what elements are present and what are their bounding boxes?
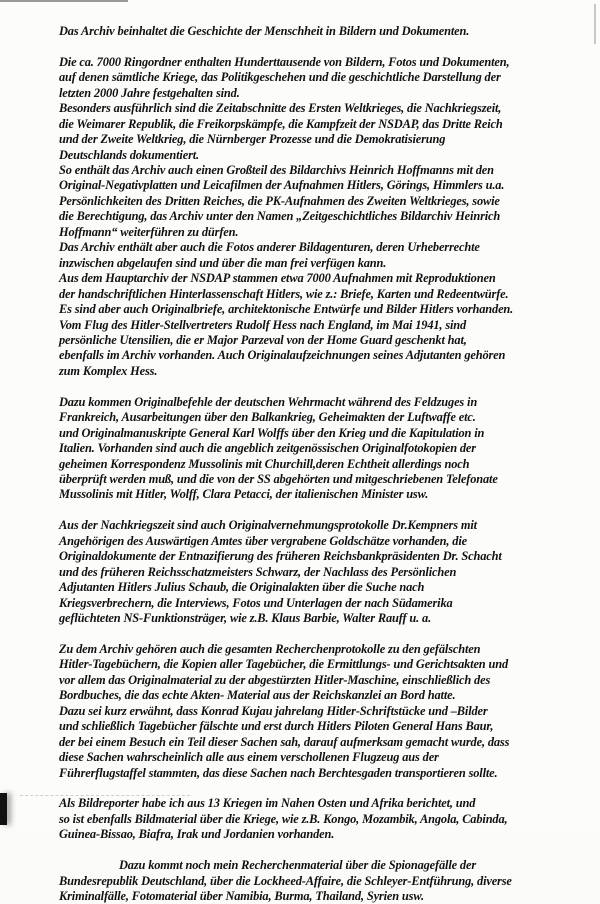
text-line: inzwischen abgelaufen sind und über die man frei verfügen kann.: [59, 255, 387, 270]
text-line: Guinea-Bissao, Biafra, Irak und Jordanien vorhanden.: [59, 827, 335, 842]
text-line: Original-Negativplatten und Leicafilmen der Aufnahmen Hitlers, Görings, Himmlers u.a.: [59, 178, 505, 193]
text-line: Dazu kommt noch mein Recherchenmaterial über die Spionagefälle der: [119, 858, 477, 873]
scan-top-edge: [0, 0, 128, 2]
text-line: Hitler-Tagebüchern, die Kopien aller Tagebücher, die Ermittlungs- und Gerichtsakten und: [59, 657, 509, 672]
scan-right-edge: [594, 4, 596, 44]
document-body: [59, 24, 589, 904]
text-line: diese Sachen wahrscheinlich alle aus einem verschollenen Flugzeug aus der: [59, 750, 439, 765]
text-line: Es sind aber auch Originalbriefe, architektonische Entwürfe und Bilder Hitlers vorhanden.: [59, 302, 514, 317]
text-line: Adjutanten Hitlers Julius Schaub, die Originalakten über die Suche nach: [59, 580, 425, 595]
text-line: und Originalmanuskripte General Karl Wolffs über den Krieg und die Kapitulation in: [59, 425, 485, 440]
text-line: auf denen sämtliche Kriege, das Politikgeschehen und die geschichtliche Darstellung der: [59, 70, 501, 85]
text-line: Das Archiv beinhaltet die Geschichte der Menschheit in Bildern und Dokumenten.: [59, 24, 470, 38]
text-line: Führerflugstaffel stammten, das diese Sachen nach Berchtesgaden transportieren sollte.: [59, 765, 498, 780]
paragraph-postwar: [59, 518, 589, 626]
text-line: Deutschlands dokumentiert.: [59, 147, 199, 162]
text-line: und des früheren Reichsschatzmeisters Schwarz, der Nachlass des Persönlichen: [59, 564, 457, 579]
text-line: Kriegsverbrechern, die Interviews, Fotos und Unterlagen der nach Südamerika: [59, 595, 453, 610]
text-line: geheimen Korrespondenz Mussolinis mit Churchill,deren Echtheit allerdings noch: [59, 456, 470, 471]
text-line: Angehörigen des Auswärtigen Amtes über vergrabene Goldschätze vorhanden, die: [59, 533, 467, 548]
text-line: Die ca. 7000 Ringordner enthalten Hunderttausende von Bildern, Fotos und Dokumenten,: [59, 54, 510, 69]
text-line: und der Zweite Weltkrieg, die Nürnberger Prozesse und die Demokratisierung: [59, 132, 446, 147]
text-line: Frankreich, Ausarbeitungen über den Balkankrieg, Geheimakten der Luftwaffe etc.: [59, 410, 476, 425]
text-line: Aus dem Hauptarchiv der NSDAP stammen etwa 7000 Aufnahmen mit Reproduktionen: [59, 271, 496, 286]
text-line: so ist ebenfalls Bildmaterial über die Kriege, wie z.B. Kongo, Mozambik, Angola, Cabinda,: [59, 811, 508, 826]
text-line: zum Komplex Hess.: [59, 363, 158, 378]
paragraph-wehrmacht: [59, 395, 589, 503]
text-line: Aus der Nachkriegszeit sind auch Originalvernehmungsprotokolle Dr.Kempners mit: [59, 518, 477, 533]
text-line: Dazu sei kurz erwähnt, dass Konrad Kujau jahrelang Hitler-Schriftstücke und –Bilder: [59, 703, 488, 718]
paragraph-reporter: [59, 796, 589, 842]
text-line: Zu dem Archiv gehören auch die gesamten Recherchenprotokolle zu den gefälschten: [59, 641, 481, 656]
text-line: überprüft werden muß, und die von der SS abgehörten und mitgeschriebenen Telefonate: [59, 472, 498, 487]
text-line: Besonders ausführlich sind die Zeitabschnitte des Ersten Weltkrieges, die Nachkriegszeit,: [59, 101, 502, 116]
text-line: Originaldokumente der Entnazifierung des früheren Reichsbankpräsidenten Dr. Schacht: [59, 549, 502, 564]
text-line: Mussolinis mit Hitler, Wolff, Clara Petacci, der italienischen Minister usw.: [59, 487, 429, 502]
text-line: letzten 2000 Jahre festgehalten sind.: [59, 85, 240, 100]
paragraph-archive-contents: [59, 55, 589, 380]
text-line: geflüchteten NS-Funktionsträger, wie z.B. Klaus Barbie, Walter Rauff u. a.: [59, 611, 432, 626]
text-line: So enthält das Archiv auch einen Großteil des Bildarchivs Heinrich Hoffmanns mit den: [59, 163, 494, 178]
text-line: die Weimarer Republik, die Freikorpskämpfe, die Kampfzeit der NSDAP, das Dritte Reich: [59, 116, 503, 131]
text-line: der handschriftlichen Hinterlassenschaft Hitlers, wie z.: Briefe, Karten und Redeentwürfe.: [59, 286, 509, 301]
text-line: Bundesrepublik Deutschland, über die Lockheed-Affaire, die Schleyer-Entführung, diverse: [59, 873, 512, 888]
paragraph-research: [59, 858, 589, 904]
binder-hole-mark: [0, 793, 7, 825]
text-line: Bordbuches, die das echte Akten- Material aus der Reichskanzlei an Bord hatte.: [59, 688, 456, 703]
paragraph-diaries: [59, 642, 589, 781]
paragraph-intro: [59, 24, 589, 39]
text-line: Hoffmann“ weiterführen zu dürfen.: [59, 224, 239, 239]
text-line: vor allem das Originalmaterial zu der abgestürzten Hitler-Maschine, einschließlich des: [59, 672, 491, 687]
text-line: der bei einem Besuch ein Teil dieser Sachen sah, darauf aufmerksam gemacht wurde, dass: [59, 734, 510, 749]
text-line: Dazu kommen Originalbefehle der deutschen Wehrmacht während des Feldzuges in: [59, 394, 478, 409]
text-line: Kriminalfälle, Fotomaterial über Namibia, Burma, Thailand, Syrien usw.: [59, 889, 424, 903]
text-line: Italien. Vorhanden sind auch die angeblich zeitgenössischen Originalfotokopien der: [59, 441, 476, 456]
text-line: die Berechtigung, das Archiv unter den Namen „Zeitgeschichtliches Bildarchiv Heinrich: [59, 209, 501, 224]
text-line: Als Bildreporter habe ich aus 13 Kriegen im Nahen Osten und Afrika berichtet, und: [59, 796, 476, 811]
text-line: und schließlich Tagebücher fälschte und erst durch Hitlers Piloten General Hans Baur,: [59, 719, 494, 734]
text-line: Das Archiv enthält aber auch die Fotos anderer Bildagenturen, deren Urheberrechte: [59, 240, 480, 255]
text-line: Vom Flug des Hitler-Stellvertreters Rudolf Hess nach England, im Mai 1941, sind: [59, 317, 467, 332]
text-line: persönliche Utensilien, die er Major Parzeval von der Home Guard geschenkt hat,: [59, 333, 467, 347]
text-line: ebenfalls im Archiv vorhanden. Auch Originalaufzeichnungen seines Adjutanten gehören: [59, 348, 506, 363]
text-line: Persönlichkeiten des Dritten Reiches, die PK-Aufnahmen des Zweiten Weltkrieges, sowie: [59, 193, 500, 208]
